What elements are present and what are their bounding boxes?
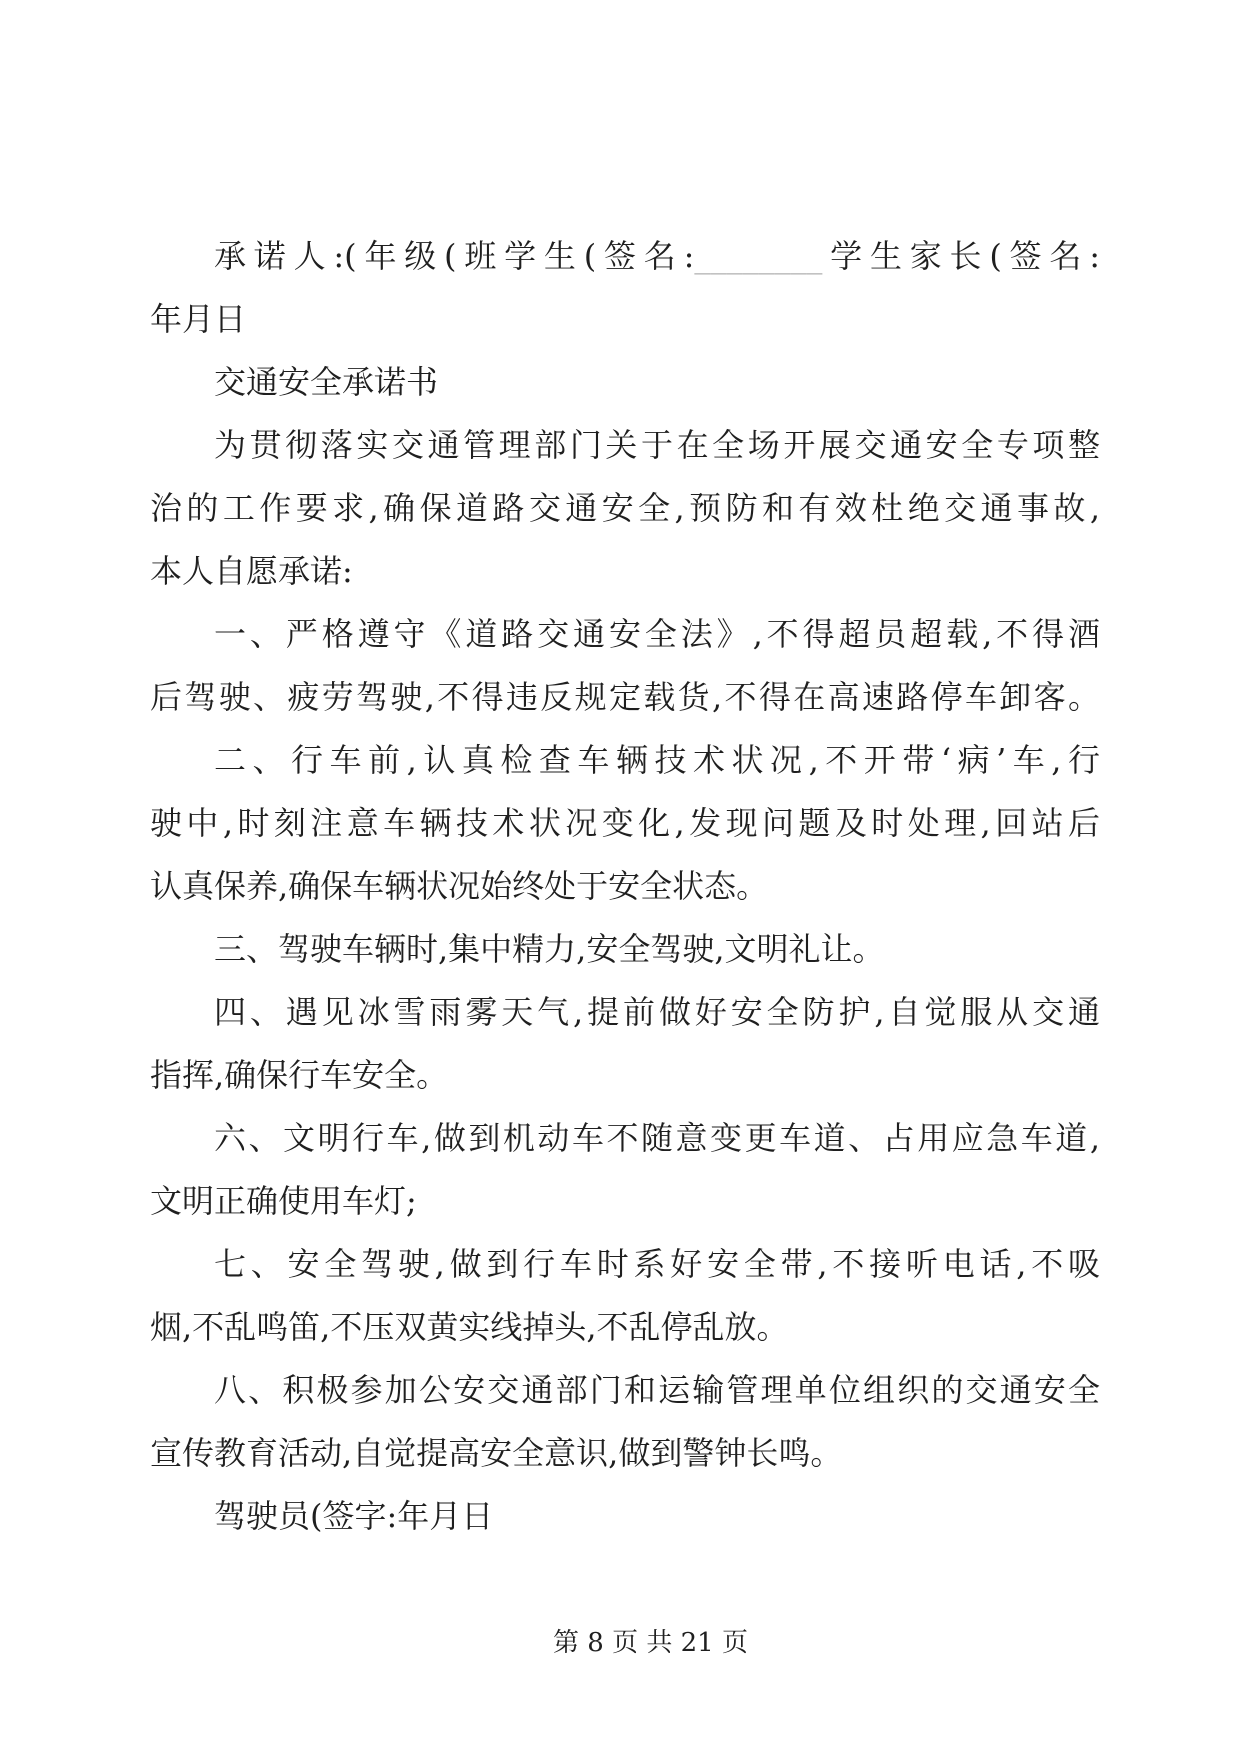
text-line: 年月日 — [150, 300, 247, 338]
text-line: 驶中,时刻注意车辆技术状况变化,发现问题及时处理,回站后 — [150, 804, 1100, 842]
text-line: 指挥,确保行车安全。 — [150, 1056, 449, 1094]
text-line: 八、积极参加公安交通部门和运输管理单位组织的交通安全 — [214, 1371, 1100, 1409]
text-line: 三、驾驶车辆时,集中精力,安全驾驶,文明礼让。 — [214, 930, 885, 968]
text-segment: 学生家长(签名: — [822, 237, 1100, 275]
text-line: 四、遇见冰雪雨雾天气,提前做好安全防护,自觉服从交通 — [214, 993, 1100, 1031]
text-segment: 承诺人:(年级(班学生(签名: — [214, 237, 695, 275]
text-line: 二、行车前,认真检查车辆技术状况,不开带‘病’车,行 — [214, 741, 1100, 779]
text-line — [150, 225, 1100, 288]
page-footer: 第 8 页 共 21 页 — [553, 1628, 748, 1658]
text-line: 驾驶员(签字:年月日 — [214, 1497, 494, 1535]
text-line: 宣传教育活动,自觉提高安全意识,做到警钟长鸣。 — [150, 1434, 843, 1472]
text-line: 认真保养,确保车辆状况始终处于安全状态。 — [150, 867, 769, 905]
text-line: 为贯彻落实交通管理部门关于在全场开展交通安全专项整 — [214, 426, 1100, 464]
text-line: 六、文明行车,做到机动车不随意变更车道、占用应急车道, — [214, 1119, 1100, 1157]
text-line: 治的工作要求,确保道路交通安全,预防和有效杜绝交通事故, — [150, 489, 1100, 527]
text-line: 本人自愿承诺: — [150, 552, 353, 590]
text-line: 一、严格遵守《道路交通安全法》,不得超员超载,不得酒 — [214, 615, 1100, 653]
document-body — [150, 225, 1100, 1548]
text-line: 交通安全承诺书 — [214, 363, 439, 401]
text-line: 文明正确使用车灯; — [150, 1182, 417, 1220]
text-line: 烟,不乱鸣笛,不压双黄实线掉头,不乱停乱放。 — [150, 1308, 789, 1346]
text-line: 后驾驶、疲劳驾驶,不得违反规定载货,不得在高速路停车卸客。 — [150, 678, 1100, 716]
text-line: 七、安全驾驶,做到行车时系好安全带,不接听电话,不吸 — [214, 1245, 1100, 1283]
signature-blank-line: ________ — [694, 237, 823, 275]
